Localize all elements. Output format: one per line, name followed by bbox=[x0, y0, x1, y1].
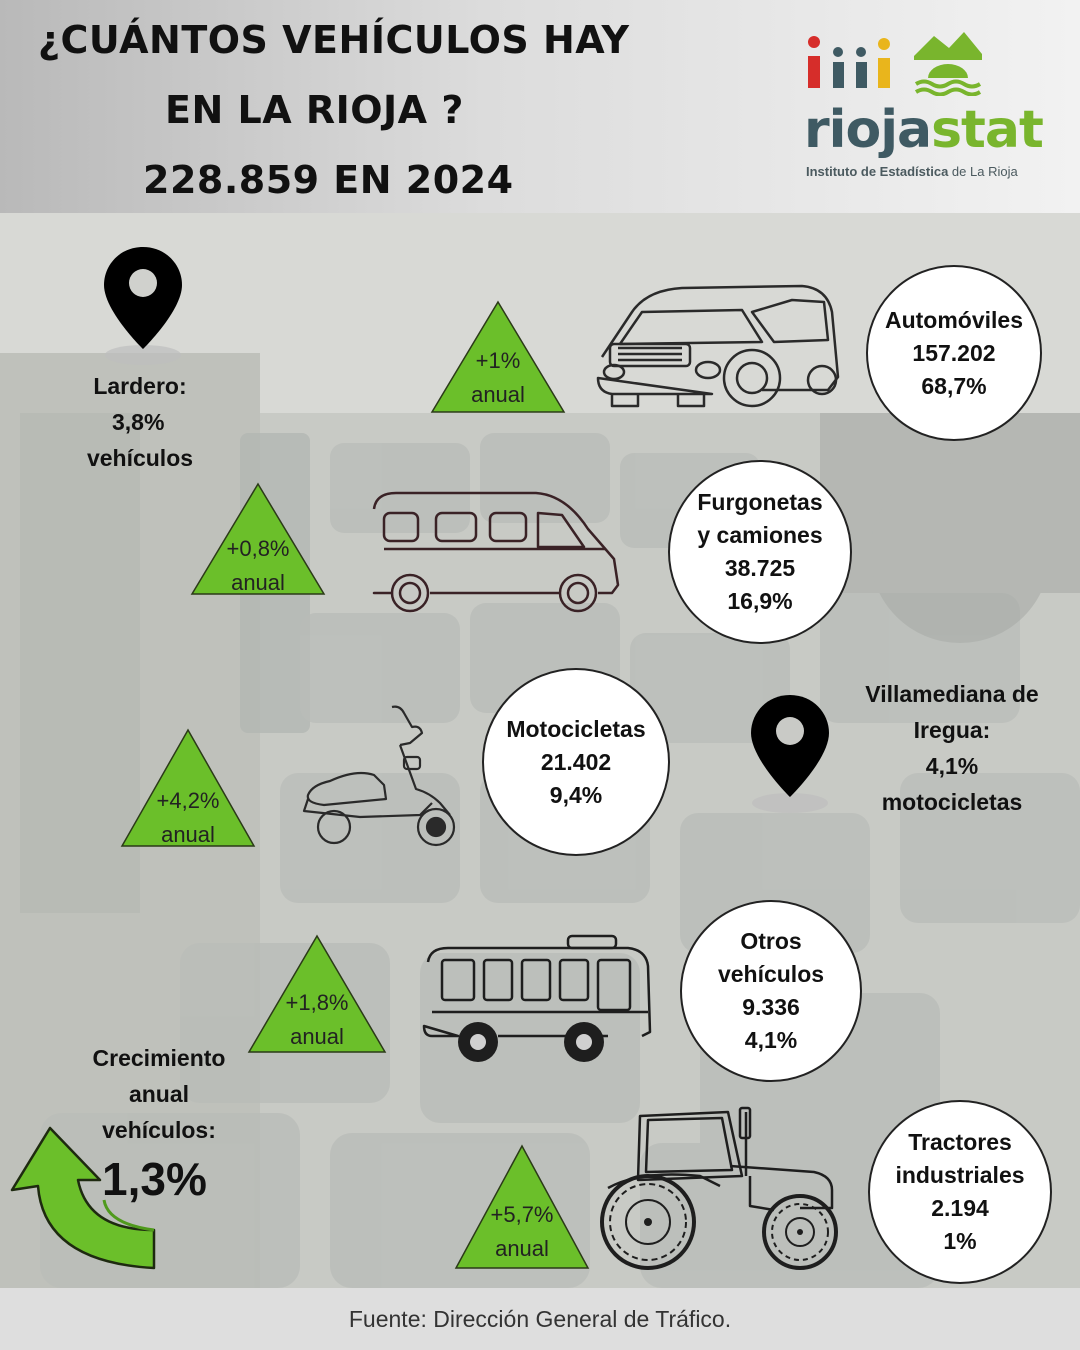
logo-subtitle-rest: de La Rioja bbox=[948, 164, 1018, 179]
category-circle-motocicletas bbox=[482, 668, 670, 856]
category-share: 4,1% bbox=[744, 1027, 798, 1053]
growth-value: +1% bbox=[475, 348, 521, 373]
map-pin-icon bbox=[745, 693, 835, 818]
source-footer bbox=[0, 1288, 1080, 1350]
location-villamediana-line4: motocicletas bbox=[881, 789, 1023, 815]
category-name-line2: vehículos bbox=[717, 961, 825, 987]
category-share: 68,7% bbox=[921, 372, 987, 399]
category-name-line2: y camiones bbox=[697, 522, 823, 548]
growth-unit: anual bbox=[231, 570, 285, 595]
scooter-icon bbox=[300, 703, 464, 853]
category-name: Furgonetas bbox=[697, 489, 823, 515]
growth-unit: anual bbox=[161, 822, 215, 847]
location-villamediana-line3: 4,1% bbox=[925, 753, 979, 779]
category-name: Automóviles bbox=[884, 306, 1024, 333]
growth-value: +4,2% bbox=[156, 788, 220, 813]
van-icon bbox=[366, 489, 624, 613]
location-villamediana-line2: Iregua: bbox=[913, 717, 991, 743]
category-count: 9.336 bbox=[742, 994, 800, 1020]
category-name: Tractores bbox=[908, 1129, 1012, 1155]
total-growth-line2: anual bbox=[128, 1081, 190, 1107]
category-count: 38.725 bbox=[724, 555, 796, 581]
bus-icon bbox=[418, 932, 656, 1066]
location-note-lardero bbox=[60, 368, 220, 476]
page-title-line2: EN LA RIOJA ? bbox=[165, 88, 464, 132]
page-title-line1: ¿CUÁNTOS VEHÍCULOS HAY bbox=[38, 18, 630, 62]
growth-arrow-icon bbox=[8, 1120, 158, 1270]
logo-subtitle bbox=[806, 164, 1018, 179]
source-text: Fuente: Dirección General de Tráfico. bbox=[348, 1305, 732, 1332]
category-name: Motocicletas bbox=[506, 715, 646, 742]
growth-value: +1,8% bbox=[285, 990, 349, 1015]
location-lardero-line1: Lardero: bbox=[93, 373, 187, 399]
riojastat-logo-mark bbox=[804, 26, 984, 96]
category-share: 1% bbox=[943, 1228, 977, 1254]
growth-unit: anual bbox=[471, 382, 525, 407]
category-circle-furgonetas bbox=[668, 460, 852, 644]
logo-wordmark: riojastat bbox=[804, 100, 1043, 160]
category-name-line2: industriales bbox=[895, 1162, 1025, 1188]
category-share: 16,9% bbox=[727, 588, 793, 614]
logo-subtitle-bold: Instituto de Estadística bbox=[806, 164, 949, 179]
category-count: 157.202 bbox=[912, 339, 996, 366]
suv-icon bbox=[592, 282, 842, 414]
growth-unit: anual bbox=[495, 1236, 549, 1261]
location-villamediana-line1: Villamediana de bbox=[865, 681, 1039, 707]
total-growth-value: 1,3% bbox=[102, 1153, 207, 1205]
category-name: Otros bbox=[740, 928, 802, 954]
map-pin-icon bbox=[98, 245, 188, 370]
category-count: 21.402 bbox=[540, 748, 612, 775]
category-circle-tractores bbox=[868, 1100, 1052, 1284]
location-note-villamediana bbox=[830, 676, 1074, 820]
category-count: 2.194 bbox=[931, 1195, 989, 1221]
tractor-icon bbox=[600, 1106, 842, 1272]
growth-unit: anual bbox=[290, 1024, 344, 1049]
total-growth-line1: Crecimiento bbox=[92, 1045, 226, 1071]
growth-value: +0,8% bbox=[226, 536, 290, 561]
category-circle-automoviles bbox=[866, 265, 1042, 441]
location-lardero-line3: vehículos bbox=[86, 445, 194, 471]
location-lardero-line2: 3,8% bbox=[112, 409, 165, 435]
growth-value: +5,7% bbox=[490, 1202, 554, 1227]
total-growth-line3: vehículos: bbox=[102, 1117, 216, 1143]
page-title-line3: 228.859 EN 2024 bbox=[143, 158, 514, 202]
category-circle-otros bbox=[680, 900, 862, 1082]
category-share: 9,4% bbox=[549, 781, 603, 808]
